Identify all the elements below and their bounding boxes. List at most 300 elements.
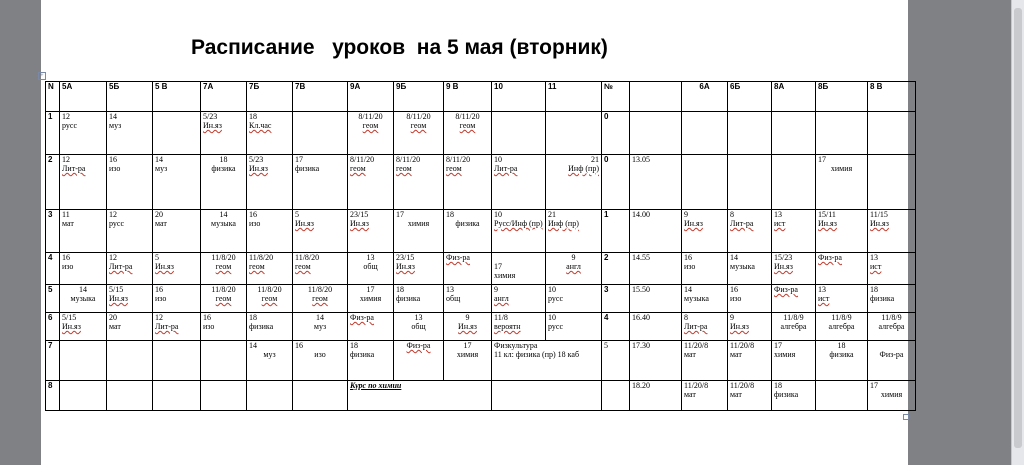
lesson-cell — [728, 112, 772, 155]
subject: Физ-ра — [406, 341, 431, 350]
room-number: 9 — [684, 210, 688, 219]
lesson-cell — [247, 285, 293, 313]
time-cell — [630, 112, 682, 155]
room-number: 12 — [109, 210, 117, 219]
lesson-cell — [348, 253, 394, 285]
room-number: 16 — [295, 341, 303, 350]
lesson-cell — [153, 253, 201, 285]
lesson-cell — [728, 381, 772, 411]
lesson-cell — [682, 112, 728, 155]
room-number: 11 — [62, 210, 70, 219]
lesson-cell — [201, 112, 247, 155]
subject: Лит-ра — [730, 219, 754, 228]
subject: геом — [295, 262, 311, 271]
lesson-cell — [107, 381, 153, 411]
header-cell: 6А — [682, 82, 728, 112]
room-number: 14 — [684, 285, 692, 294]
subject: Лит-ра — [494, 164, 518, 173]
room-number: 18 — [249, 112, 257, 121]
lesson-cell — [247, 253, 293, 285]
room-number: 11/8/20 — [257, 285, 282, 294]
lesson-cell — [153, 112, 201, 155]
subject: физика — [455, 219, 480, 228]
subject: Физ-ра — [879, 350, 904, 359]
subject: мат — [684, 390, 696, 399]
lesson-cell — [107, 313, 153, 341]
lesson-cell — [201, 341, 247, 381]
lesson-cell — [60, 381, 107, 411]
lesson-cell — [60, 155, 107, 210]
lesson-cell — [444, 253, 492, 285]
room-number: 8/11/20 — [446, 155, 471, 164]
subject: физика — [249, 322, 274, 331]
lesson-cell — [546, 313, 602, 341]
lesson-cell — [728, 313, 772, 341]
subject: ист — [818, 294, 830, 303]
room-number: 10 — [494, 155, 502, 164]
lesson-cell — [153, 155, 201, 210]
room-number: 12 — [62, 155, 70, 164]
room-number: 5/23 — [203, 112, 218, 121]
subject: англ — [566, 262, 581, 271]
lesson-cell — [293, 381, 348, 411]
subject: Ин.яз — [62, 322, 81, 331]
subject: музыка — [70, 294, 96, 303]
subject: Ин.яз — [350, 219, 369, 228]
room-number: 12 — [62, 112, 70, 121]
header-cell: 11 — [546, 82, 602, 112]
subject: изо — [684, 262, 696, 271]
subject: химия — [880, 390, 903, 399]
subject: русс — [548, 322, 563, 331]
lesson-cell — [201, 313, 247, 341]
room-number: 11/20/8 — [730, 381, 755, 390]
room-number: 17 — [396, 210, 404, 219]
subject: геом — [410, 121, 427, 130]
lesson-cell — [60, 112, 107, 155]
lesson-number: 8 — [46, 381, 60, 411]
lesson-cell — [492, 155, 546, 210]
room-number: 9 — [465, 313, 470, 322]
subject: муз — [313, 322, 327, 331]
lesson-cell — [247, 341, 293, 381]
lesson-cell — [492, 253, 546, 285]
header-cell: 5А — [60, 82, 107, 112]
lesson-cell — [293, 155, 348, 210]
lesson-cell — [293, 341, 348, 381]
lesson-number: 4 — [602, 313, 630, 341]
lesson-cell — [394, 341, 444, 381]
subject: химия — [774, 350, 796, 359]
header-cell: N — [46, 82, 60, 112]
lesson-cell — [868, 381, 916, 411]
lesson-cell — [816, 253, 868, 285]
room-number: 16 — [62, 253, 70, 262]
subject: мат — [109, 322, 121, 331]
room-number: 8 — [684, 313, 688, 322]
lesson-cell — [293, 112, 348, 155]
subject: геом — [261, 294, 278, 303]
lesson-cell — [772, 155, 816, 210]
header-cell: 7А — [201, 82, 247, 112]
subject: Лит-ра — [155, 322, 179, 331]
subject: изо — [249, 219, 261, 228]
room-number: 14 — [219, 210, 228, 219]
table-resize-handle-icon[interactable] — [903, 414, 909, 420]
table-row — [46, 253, 916, 285]
lesson-cell — [60, 313, 107, 341]
room-number: 18 — [219, 155, 228, 164]
lesson-cell — [728, 210, 772, 253]
header-cell: 5Б — [107, 82, 153, 112]
room-number: 12 — [109, 253, 117, 262]
lesson-cell — [772, 210, 816, 253]
lesson-cell — [293, 210, 348, 253]
lesson-number: 0 — [602, 112, 630, 155]
lesson-cell-merged — [492, 381, 602, 411]
subject: Кл.час — [249, 121, 272, 130]
lesson-cell — [444, 313, 492, 341]
table-move-handle-icon[interactable]: + — [38, 72, 46, 80]
subject: Физ-ра — [774, 285, 798, 294]
room-number: 15/11 — [818, 210, 836, 219]
subject: физика — [396, 294, 421, 303]
lesson-cell — [546, 112, 602, 155]
subject: физика — [829, 350, 854, 359]
lesson-cell — [201, 155, 247, 210]
subject: изо — [730, 294, 742, 303]
subject: алгебра — [780, 322, 807, 331]
subject: англ — [494, 294, 509, 303]
subject: Ин.яз — [155, 262, 174, 271]
header-cell: 7Б — [247, 82, 293, 112]
subject: мат — [730, 390, 742, 399]
room-number: 23/15 — [396, 253, 415, 262]
room-number: 11/8/9 — [783, 313, 804, 322]
lesson-cell — [868, 210, 916, 253]
time-cell: 17.30 — [630, 341, 682, 381]
lesson-cell — [816, 285, 868, 313]
subject: геом — [312, 294, 328, 303]
lesson-cell — [247, 155, 293, 210]
subject: физика — [211, 164, 236, 173]
lesson-cell — [772, 381, 816, 411]
lesson-number: 1 — [602, 210, 630, 253]
header-cell: 9А — [348, 82, 394, 112]
lesson-cell — [772, 112, 816, 155]
room-number: 9 — [730, 313, 734, 322]
subject: Ин.яз — [396, 262, 415, 271]
time-cell: 13.05 — [630, 155, 682, 210]
room-number: 17 — [295, 155, 303, 164]
vertical-scrollbar[interactable] — [1011, 0, 1024, 465]
subject: геом — [362, 121, 379, 130]
subject: химия — [407, 219, 430, 228]
room-number: 18 — [774, 381, 782, 390]
room-number: 11/20/8 — [684, 341, 709, 350]
time-cell: 18.20 — [630, 381, 682, 411]
room-number: 5/15 — [62, 313, 77, 322]
lesson-cell — [682, 210, 728, 253]
room-number: 9 — [494, 285, 498, 294]
lesson-cell — [201, 285, 247, 313]
subject: мат — [62, 219, 74, 228]
room-number: 11/20/8 — [684, 381, 709, 390]
subject: химия — [830, 164, 853, 173]
lesson-cell — [394, 253, 444, 285]
header-cell — [630, 82, 682, 112]
lesson-cell — [293, 313, 348, 341]
lesson-cell — [60, 210, 107, 253]
lesson-cell — [772, 285, 816, 313]
room-number: 18 — [350, 341, 358, 350]
room-number: 16 — [249, 210, 257, 219]
lesson-number: 4 — [46, 253, 60, 285]
room-number: 10 — [548, 313, 556, 322]
room-number: 11/8/20 — [211, 285, 236, 294]
room-number: 13 — [818, 285, 826, 294]
lesson-cell — [816, 381, 868, 411]
subject: мат — [684, 350, 696, 359]
room-number: 5 — [295, 210, 299, 219]
table-row — [46, 112, 916, 155]
room-number: 17 — [774, 341, 782, 350]
room-number: 20 — [109, 313, 117, 322]
room-number: 16 — [155, 285, 163, 294]
header-cell: 9Б — [394, 82, 444, 112]
lesson-number: 5 — [602, 341, 630, 381]
note: 11 кл: физика (пр) 18 каб — [494, 350, 580, 359]
subject: физика — [350, 350, 375, 359]
lesson-cell — [546, 210, 602, 253]
subject: изо — [314, 350, 326, 359]
lesson-cell — [60, 285, 107, 313]
subject: ист — [774, 219, 786, 228]
room-number: 18 — [249, 313, 257, 322]
lesson-cell — [107, 210, 153, 253]
lesson-cell — [107, 253, 153, 285]
room-number: 18 — [870, 285, 878, 294]
room-number: 16 — [109, 155, 117, 164]
subject: ист — [870, 262, 882, 271]
room-number: 8/11/20 — [406, 112, 431, 121]
room-number: 14 — [109, 112, 117, 121]
subject: химия — [359, 294, 382, 303]
lesson-cell — [444, 112, 492, 155]
lesson-cell — [201, 210, 247, 253]
subject: музыка — [211, 219, 236, 228]
room-number: 21 — [548, 210, 556, 219]
lesson-cell — [728, 155, 772, 210]
lesson-cell — [153, 285, 201, 313]
lesson-cell — [772, 341, 816, 381]
lesson-cell — [394, 285, 444, 313]
subject: физика — [870, 294, 895, 303]
room-number: 10 — [548, 285, 556, 294]
room-number: 11/8 — [494, 313, 508, 322]
room-number: 11/8/9 — [831, 313, 852, 322]
lesson-cell — [247, 210, 293, 253]
table-row — [46, 210, 916, 253]
room-number: 13 — [446, 285, 454, 294]
subject: алгебра — [828, 322, 855, 331]
room-number: 13 — [366, 253, 375, 262]
room-number: 8/11/20 — [358, 112, 383, 121]
subject: Лит-ра — [62, 164, 86, 173]
lesson-cell — [394, 210, 444, 253]
subject: физика — [295, 164, 320, 173]
lesson-cell — [492, 210, 546, 253]
room-number: 11/20/8 — [730, 341, 755, 350]
subject: муз — [155, 164, 168, 173]
subject: Ин.яз — [684, 219, 703, 228]
lesson-cell — [492, 285, 546, 313]
subject: Физ-ра — [350, 313, 374, 322]
room-number: 14 — [249, 341, 257, 350]
room-number: 12 — [155, 313, 163, 322]
lesson-cell — [348, 313, 394, 341]
lesson-number: 2 — [46, 155, 60, 210]
lesson-cell — [492, 112, 546, 155]
room-number: 13 — [870, 253, 878, 262]
subject: мат — [730, 350, 742, 359]
subject: изо — [62, 262, 74, 271]
subject: Ин.яз — [730, 322, 749, 331]
room-number: 18 — [396, 285, 404, 294]
room-number: 8/11/20 — [350, 155, 375, 164]
lesson-cell — [107, 155, 153, 210]
room-number: 15/23 — [774, 253, 793, 262]
subject: Физ-ра — [446, 253, 470, 262]
subject: Физ-ра — [818, 253, 842, 262]
lesson-cell — [201, 253, 247, 285]
lesson-cell — [868, 313, 916, 341]
room-number: 11/8/20 — [211, 253, 236, 262]
room-number: 5/15 — [109, 285, 124, 294]
subject: Ин.яз — [458, 322, 477, 331]
lesson-cell — [682, 381, 728, 411]
subject: музыка — [730, 262, 755, 271]
header-cell: № — [602, 82, 630, 112]
lesson-cell — [394, 313, 444, 341]
table-row — [46, 381, 916, 411]
room-number: 11/8/20 — [249, 253, 274, 262]
room-number: 10 — [494, 210, 502, 219]
subject: геом — [215, 294, 232, 303]
lesson-cell — [107, 112, 153, 155]
lesson-cell — [444, 341, 492, 381]
lesson-cell — [348, 155, 394, 210]
lesson-cell — [728, 253, 772, 285]
lesson-number: 0 — [602, 155, 630, 210]
subject: Русс/Инф (пр) — [494, 219, 543, 228]
header-cell: 10 — [492, 82, 546, 112]
subject: общ — [446, 294, 461, 303]
lesson-cell — [868, 155, 916, 210]
subject: вероятн — [494, 322, 521, 331]
table-row — [46, 313, 916, 341]
subject: физика — [774, 390, 799, 399]
room-number: 11/8/20 — [307, 285, 333, 294]
subject: Лит-ра — [109, 262, 133, 271]
lesson-cell — [492, 313, 546, 341]
header-cell: 8 В — [868, 82, 916, 112]
room-number: 17 — [870, 381, 878, 390]
lesson-number: 7 — [46, 341, 60, 381]
subject: Ин.яз — [249, 164, 268, 173]
room-number: 13 — [774, 210, 782, 219]
lesson-cell — [153, 381, 201, 411]
lesson-cell — [772, 253, 816, 285]
room-number: 14 — [155, 155, 163, 164]
room-number: 5/23 — [249, 155, 264, 164]
lesson-cell — [247, 381, 293, 411]
lesson-number: 6 — [46, 313, 60, 341]
header-cell: 7В — [293, 82, 348, 112]
time-cell: 16.40 — [630, 313, 682, 341]
room-number: 17 — [366, 285, 375, 294]
lesson-cell — [60, 253, 107, 285]
lesson-cell — [201, 381, 247, 411]
room-number: 11/8/9 — [881, 313, 902, 322]
lesson-cell — [153, 210, 201, 253]
lesson-cell — [348, 112, 394, 155]
lesson-cell — [153, 341, 201, 381]
header-cell: 8Б — [816, 82, 868, 112]
subject: Физкультура — [494, 341, 538, 350]
lesson-cell — [394, 112, 444, 155]
lesson-cell — [444, 210, 492, 253]
subject: общ — [411, 322, 426, 331]
lesson-cell — [107, 285, 153, 313]
room-number: 16 — [203, 313, 211, 322]
header-cell: 5 В — [153, 82, 201, 112]
lesson-cell — [293, 285, 348, 313]
subject: муз — [263, 350, 276, 359]
subject: изо — [155, 294, 167, 303]
lesson-cell — [868, 285, 916, 313]
subject: изо — [203, 322, 215, 331]
lesson-cell — [348, 210, 394, 253]
lesson-cell — [816, 341, 868, 381]
header-cell: 6Б — [728, 82, 772, 112]
time-cell: 14.00 — [630, 210, 682, 253]
room-number: 18 — [446, 210, 454, 219]
lesson-cell — [682, 155, 728, 210]
lesson-cell — [247, 112, 293, 155]
room-number: 16 — [730, 285, 738, 294]
room-number: 20 — [155, 210, 163, 219]
lesson-cell — [444, 285, 492, 313]
scrollbar-thumb[interactable] — [1014, 8, 1022, 448]
lesson-cell — [868, 253, 916, 285]
subject: Ин.яз — [774, 262, 793, 271]
lesson-cell-merged — [492, 341, 602, 381]
subject: музыка — [684, 294, 709, 303]
lesson-cell — [546, 253, 602, 285]
lesson-cell — [444, 155, 492, 210]
lesson-cell — [816, 155, 868, 210]
lesson-number: 3 — [46, 210, 60, 253]
lesson-cell — [728, 285, 772, 313]
lesson-cell — [293, 253, 348, 285]
lesson-cell — [682, 341, 728, 381]
lesson-cell — [816, 313, 868, 341]
lesson-cell — [107, 341, 153, 381]
lesson-number: 2 — [602, 253, 630, 285]
lesson-cell — [682, 253, 728, 285]
lesson-number: 5 — [46, 285, 60, 313]
